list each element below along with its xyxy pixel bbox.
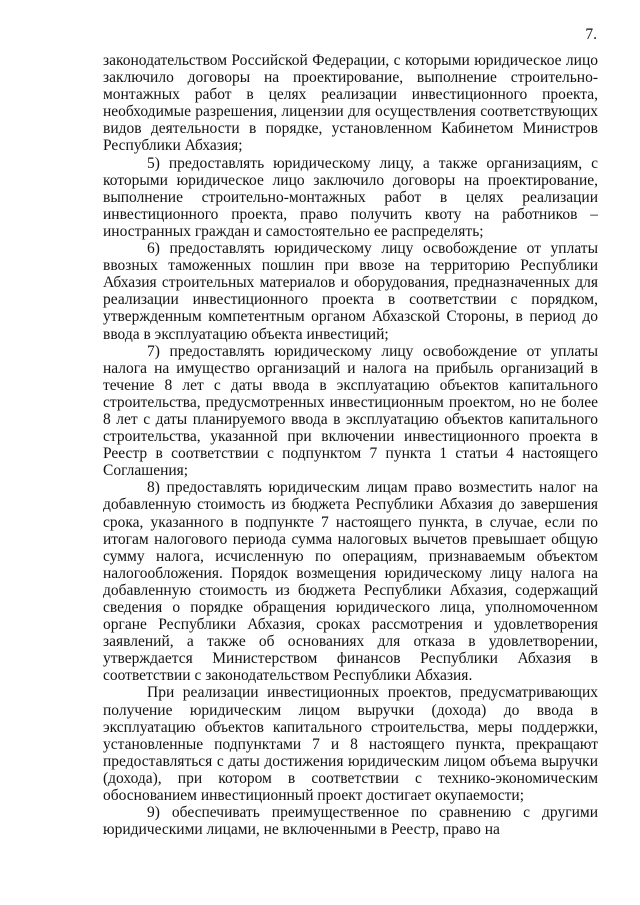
paragraph-item-9: 9) обеспечивать преимущественное по сравнению с другими юридическими лицами, не включенными в Реестр, право на [103, 804, 598, 839]
paragraph-item-8: 8) предоставлять юридическим лицам право возместить налог на добавленную стоимость из бюджета Республики Абхазия до завершения срока, указанного в подпункте 7 настоящего пункта, в случае, если по итогам налогового периода сумма налоговых вычетов превышает общую сумму налога, исчисленную по операциям, признаваемым объектом налогообложения. Порядок возмещения юридическому лицу налога на добавленную стоимость из бюджета Республики Абхазия, содержащий сведения о порядке обращения юридического лица, уполномоченном органе Республики Абхазия, сроках рассмотрения и удовлетворения заявлений, а также об основаниях для отказа в удовлетворении, утверждается Министерством финансов Республики Абхазия в соответствии с законодательством Республики Абхазия. [103, 479, 598, 685]
paragraph-item-6: 6) предоставлять юридическому лицу освобождение от уплаты ввозных таможенных пошлин при ввозе на территорию Республики Абхазия строительных материалов и оборудования, предназначенных для реализации инвестиционного проекта в соответствии с порядком, утвержденным компетентным органом Абхазской Стороны, в период до ввода в эксплуатацию объекта инвестиций; [103, 240, 598, 343]
paragraph-item-5: 5) предоставлять юридическому лицу, а также организациям, с которыми юридическое лицо заключило договоры на проектирование, выполнение строительно-монтажных работ в целях реализации инвестиционного проекта, право получить квоту на работников – иностранных граждан и самостоятельно ее распределять; [103, 154, 598, 240]
paragraph-continuation: законодательством Российской Федерации, с которыми юридическое лицо заключило договоры на проектирование, выполнение строительно-монтажных работ в целях реализации инвестиционного проекта, необходимые разрешения, лицензии для осуществления соответствующих видов деятельности в порядке, установленном Кабинетом Министров Республики Абхазия; [103, 52, 598, 155]
document-body [103, 52, 598, 838]
paragraph-note: При реализации инвестиционных проектов, предусматривающих получение юридическим лицом выручки (дохода) до ввода в эксплуатацию объектов капитального строительства, меры поддержки, установленные подпунктами 7 и 8 настоящего пункта, прекращают предоставляться с даты достижения юридическим лицом объема выручки (дохода), при котором в соответствии с технико-экономическим обоснованием инвестиционный проект достигает окупаемости; [103, 684, 598, 805]
page-number: 7. [585, 26, 597, 43]
paragraph-item-7: 7) предоставлять юридическому лицу освобождение от уплаты налога на имущество организаций и налога на прибыль организаций в течение 8 лет с даты ввода в эксплуатацию объектов капитального строительства, предусмотренных инвестиционным проектом, но не более 8 лет с даты планируемого ввода в эксплуатацию объектов капитального строительства, указанной при включении инвестиционного проекта в Реестр в соответствии с подпунктом 7 пункта 1 статьи 4 настоящего Соглашения; [103, 342, 598, 480]
